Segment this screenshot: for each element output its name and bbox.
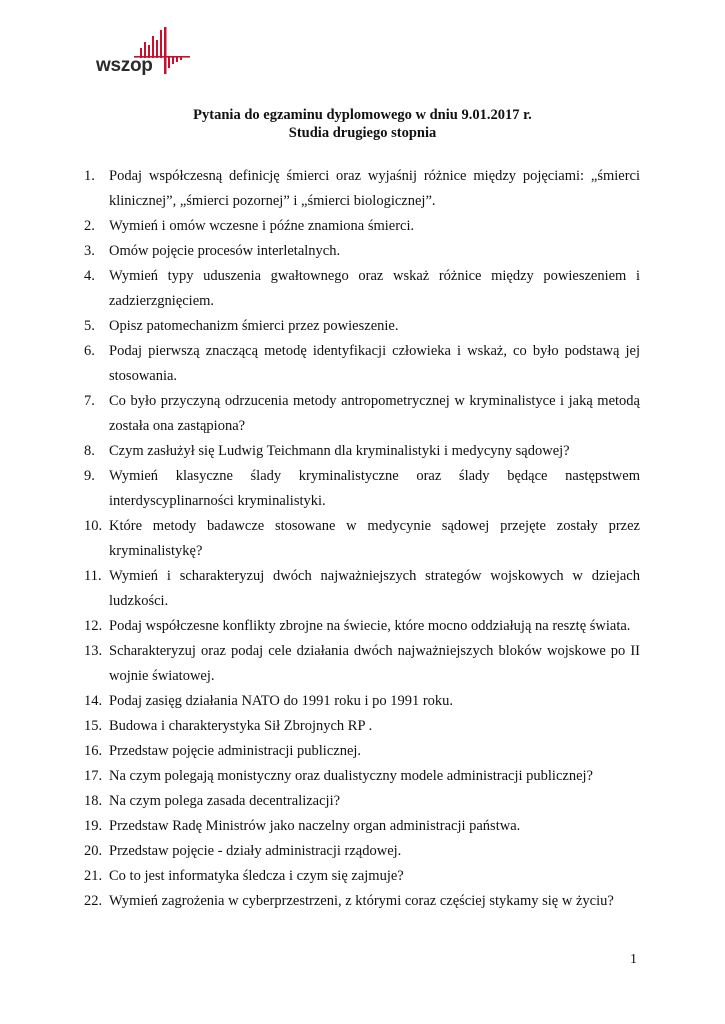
question-item — [84, 339, 640, 389]
question-number: 18. — [84, 793, 103, 809]
question-item — [84, 839, 640, 864]
question-item — [84, 689, 640, 714]
question-text: Opisz patomechanizm śmierci przez powieszenie. — [109, 318, 399, 334]
question-text: Wymień i scharakteryzuj dwóch najważniejszych strategów wojskowych w dziejach ludzkości. — [109, 568, 640, 609]
question-item — [84, 814, 640, 839]
question-number: 6. — [84, 343, 95, 359]
question-item — [84, 464, 640, 514]
question-number: 22. — [84, 893, 103, 909]
question-item — [84, 214, 640, 239]
question-number: 21. — [84, 868, 103, 884]
question-text: Wymień i omów wczesne i późne znamiona śmierci. — [109, 218, 415, 234]
question-item — [84, 714, 640, 739]
question-number: 5. — [84, 318, 95, 334]
question-text: Podaj współczesną definicję śmierci oraz wyjaśnij różnice między pojęciami: „śmierci klinicznej”, „śmierci pozornej” i „śmierci biologicznej”. — [109, 168, 640, 209]
question-text: Budowa i charakterystyka Sił Zbrojnych RP . — [109, 718, 373, 734]
question-item — [84, 639, 640, 689]
question-item — [84, 564, 640, 614]
question-number: 16. — [84, 743, 103, 759]
question-number: 2. — [84, 218, 95, 234]
question-item — [84, 439, 640, 464]
question-number: 9. — [84, 468, 95, 484]
question-text: Czym zasłużył się Ludwig Teichmann dla kryminalistyki i medycyny sądowej? — [109, 443, 570, 459]
question-number: 7. — [84, 393, 95, 409]
question-item — [84, 314, 640, 339]
question-item — [84, 889, 640, 914]
question-number: 12. — [84, 618, 103, 634]
question-text: Co było przyczyną odrzucenia metody antropometrycznej w kryminalistyce i jaką metodą została ona zastąpiona? — [109, 393, 640, 434]
question-item — [84, 264, 640, 314]
logo-text: wszop — [96, 55, 153, 76]
question-text: Co to jest informatyka śledcza i czym się zajmuje? — [109, 868, 404, 884]
question-text: Wymień typy uduszenia gwałtownego oraz wskaż różnice między powieszeniem i zadzierzgnięciem. — [109, 268, 640, 309]
question-number: 11. — [84, 568, 102, 584]
question-text: Przedstaw pojęcie administracji publicznej. — [109, 743, 362, 759]
question-number: 10. — [84, 518, 103, 534]
question-number: 19. — [84, 818, 103, 834]
question-text: Na czym polegają monistyczny oraz dualistyczny modele administracji publicznej? — [109, 768, 593, 784]
question-text: Przedstaw Radę Ministrów jako naczelny organ administracji państwa. — [109, 818, 521, 834]
question-number: 15. — [84, 718, 103, 734]
question-item — [84, 389, 640, 439]
question-number: 1. — [84, 168, 95, 184]
question-number: 17. — [84, 768, 103, 784]
question-text: Wymień zagrożenia w cyberprzestrzeni, z którymi coraz częściej stykamy się w życiu? — [109, 893, 614, 909]
question-text: Które metody badawcze stosowane w medycynie sądowej przejęte zostały przez kryminalistykę? — [109, 518, 640, 559]
question-item — [84, 164, 640, 214]
question-number: 13. — [84, 643, 103, 659]
question-item — [84, 864, 640, 889]
question-item — [84, 764, 640, 789]
document-subtitle: Studia drugiego stopnia — [288, 125, 437, 141]
document-title: Pytania do egzaminu dyplomowego w dniu 9.01.2017 r. — [193, 107, 532, 123]
question-item — [84, 239, 640, 264]
question-text: Wymień klasyczne ślady kryminalistyczne oraz ślady będące następstwem interdyscyplinarności kryminalistyki. — [109, 468, 640, 509]
question-number: 8. — [84, 443, 95, 459]
question-text: Przedstaw pojęcie - działy administracji rządowej. — [109, 843, 402, 859]
question-item — [84, 789, 640, 814]
question-number: 14. — [84, 693, 103, 709]
question-list — [84, 164, 640, 914]
question-text: Omów pojęcie procesów interletalnych. — [109, 243, 341, 259]
question-number: 3. — [84, 243, 95, 259]
question-number: 20. — [84, 843, 103, 859]
question-text: Podaj pierwszą znaczącą metodę identyfikacji człowieka i wskaż, co było podstawą jej stosowania. — [109, 343, 640, 384]
question-text: Podaj zasięg działania NATO do 1991 roku i po 1991 roku. — [109, 693, 454, 709]
question-item — [84, 514, 640, 564]
question-text: Na czym polega zasada decentralizacji? — [109, 793, 341, 809]
question-text: Podaj współczesne konflikty zbrojne na świecie, które mocno oddziałują na resztę świata. — [109, 618, 631, 634]
wszop-logo — [96, 26, 196, 78]
question-item — [84, 614, 640, 639]
page-number: 1 — [630, 952, 637, 967]
question-text: Scharakteryzuj oraz podaj cele działania dwóch najważniejszych bloków wojskowe po II wojnie światowej. — [109, 643, 640, 684]
question-item — [84, 739, 640, 764]
question-number: 4. — [84, 268, 95, 284]
